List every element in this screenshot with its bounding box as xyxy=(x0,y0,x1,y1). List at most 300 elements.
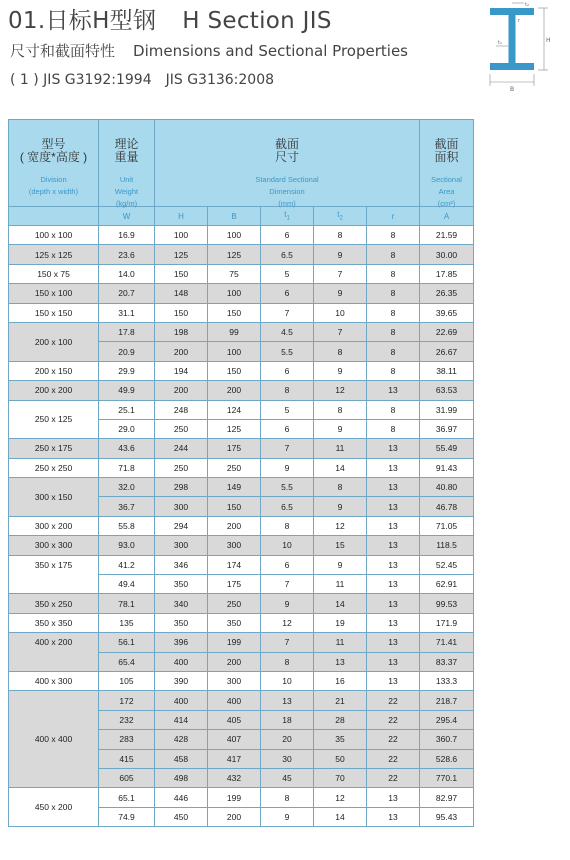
col-weight xyxy=(99,120,155,207)
value-cell: 105 xyxy=(99,671,155,690)
value-cell: 7 xyxy=(314,264,367,283)
value-cell: 13 xyxy=(367,575,420,594)
value-cell: 150 xyxy=(155,264,208,283)
value-cell: 298 xyxy=(155,478,208,497)
page-subtitle xyxy=(10,40,408,61)
value-cell: 43.6 xyxy=(99,439,155,458)
value-cell: 13 xyxy=(367,594,420,613)
value-cell: 14 xyxy=(314,594,367,613)
table-row xyxy=(9,400,474,419)
value-cell: 13 xyxy=(367,516,420,535)
value-cell: 71.41 xyxy=(420,633,474,652)
value-cell: 9 xyxy=(314,284,367,303)
value-cell: 8 xyxy=(367,245,420,264)
value-cell: 283 xyxy=(99,730,155,749)
value-cell: 200 xyxy=(208,807,261,826)
value-cell: 8 xyxy=(314,400,367,419)
value-cell: 99.53 xyxy=(420,594,474,613)
value-cell: 8 xyxy=(367,226,420,245)
value-cell: 29.9 xyxy=(99,361,155,380)
value-cell: 20.7 xyxy=(99,284,155,303)
subtitle-en: Dimensions and Sectional Properties xyxy=(133,42,408,60)
col-area xyxy=(420,120,474,207)
value-cell: 26.67 xyxy=(420,342,474,361)
value-cell: 200 xyxy=(208,381,261,400)
value-cell: 199 xyxy=(208,788,261,807)
value-cell: 15 xyxy=(314,536,367,555)
unit-h: H xyxy=(155,207,208,226)
value-cell: 49.4 xyxy=(99,575,155,594)
value-cell: 148 xyxy=(155,284,208,303)
value-cell: 8 xyxy=(367,342,420,361)
value-cell: 605 xyxy=(99,768,155,787)
value-cell: 250 xyxy=(155,419,208,438)
table-row xyxy=(9,322,474,341)
division-cell: 250 x 250 xyxy=(9,458,99,477)
value-cell: 7 xyxy=(261,439,314,458)
subtitle-cn: 尺寸和截面特性 xyxy=(10,42,116,60)
value-cell: 250 xyxy=(155,458,208,477)
table-row xyxy=(9,613,474,632)
value-cell: 400 xyxy=(155,652,208,671)
division-cell: 400 x 400 xyxy=(9,691,99,788)
value-cell: 40.80 xyxy=(420,478,474,497)
value-cell: 528.6 xyxy=(420,749,474,768)
value-cell: 346 xyxy=(155,555,208,574)
value-cell: 300 xyxy=(208,536,261,555)
col-dimension-cn1: 截面 xyxy=(275,137,300,151)
diagram-label-t1: t₁ xyxy=(498,40,502,46)
table-row xyxy=(9,245,474,264)
value-cell: 6.5 xyxy=(261,245,314,264)
value-cell: 14 xyxy=(314,458,367,477)
value-cell: 12 xyxy=(314,381,367,400)
unit-t1-base: t xyxy=(284,210,287,220)
value-cell: 175 xyxy=(208,575,261,594)
division-cell: 150 x 100 xyxy=(9,284,99,303)
division-cell: 350 x 175 xyxy=(9,555,99,594)
division-cell: 450 x 200 xyxy=(9,788,99,827)
col-area-en1: Sectional xyxy=(431,175,462,184)
division-cell: 200 x 100 xyxy=(9,322,99,361)
col-division-en2: (depth x width) xyxy=(28,187,79,196)
value-cell: 31.99 xyxy=(420,400,474,419)
table-row xyxy=(9,226,474,245)
value-cell: 5 xyxy=(261,400,314,419)
value-cell: 7 xyxy=(261,575,314,594)
division-cell: 300 x 200 xyxy=(9,516,99,535)
value-cell: 65.4 xyxy=(99,652,155,671)
value-cell: 49.9 xyxy=(99,381,155,400)
value-cell: 21 xyxy=(314,691,367,710)
value-cell: 29.0 xyxy=(99,419,155,438)
value-cell: 10 xyxy=(261,671,314,690)
unit-t1-sub: 1 xyxy=(286,215,290,222)
value-cell: 12 xyxy=(314,788,367,807)
division-cell: 400 x 200 xyxy=(9,633,99,672)
value-cell: 350 xyxy=(208,613,261,632)
units-row xyxy=(9,207,474,226)
value-cell: 10 xyxy=(314,303,367,322)
value-cell: 340 xyxy=(155,594,208,613)
value-cell: 450 xyxy=(155,807,208,826)
value-cell: 432 xyxy=(208,768,261,787)
h-section-diagram xyxy=(486,2,558,94)
value-cell: 118.5 xyxy=(420,536,474,555)
diagram-label-t2: t₂ xyxy=(525,2,529,8)
value-cell: 174 xyxy=(208,555,261,574)
value-cell: 8 xyxy=(367,322,420,341)
value-cell: 7 xyxy=(261,633,314,652)
value-cell: 5.5 xyxy=(261,342,314,361)
value-cell: 8 xyxy=(367,284,420,303)
division-cell: 350 x 250 xyxy=(9,594,99,613)
table-body xyxy=(9,226,474,827)
value-cell: 350 xyxy=(155,613,208,632)
value-cell: 9 xyxy=(314,555,367,574)
value-cell: 19 xyxy=(314,613,367,632)
value-cell: 498 xyxy=(155,768,208,787)
value-cell: 100 xyxy=(208,284,261,303)
value-cell: 6 xyxy=(261,419,314,438)
col-weight-cn2: 重量 xyxy=(114,150,139,164)
value-cell: 7 xyxy=(314,322,367,341)
value-cell: 8 xyxy=(367,400,420,419)
value-cell: 8 xyxy=(261,652,314,671)
value-cell: 428 xyxy=(155,730,208,749)
value-cell: 7 xyxy=(261,303,314,322)
value-cell: 9 xyxy=(261,594,314,613)
table-row xyxy=(9,691,474,710)
value-cell: 135 xyxy=(99,613,155,632)
value-cell: 770.1 xyxy=(420,768,474,787)
value-cell: 360.7 xyxy=(420,730,474,749)
division-cell: 300 x 150 xyxy=(9,478,99,517)
value-cell: 250 xyxy=(208,458,261,477)
value-cell: 396 xyxy=(155,633,208,652)
value-cell: 150 xyxy=(155,303,208,322)
value-cell: 56.1 xyxy=(99,633,155,652)
value-cell: 200 xyxy=(208,652,261,671)
unit-w: W xyxy=(99,207,155,226)
value-cell: 13 xyxy=(367,652,420,671)
value-cell: 11 xyxy=(314,575,367,594)
division-cell: 150 x 150 xyxy=(9,303,99,322)
value-cell: 13 xyxy=(367,536,420,555)
value-cell: 9 xyxy=(314,419,367,438)
col-area-cn1: 截面 xyxy=(434,137,459,151)
value-cell: 13 xyxy=(367,478,420,497)
value-cell: 82.97 xyxy=(420,788,474,807)
value-cell: 407 xyxy=(208,730,261,749)
diagram-label-h: H xyxy=(546,37,551,44)
value-cell: 41.2 xyxy=(99,555,155,574)
value-cell: 78.1 xyxy=(99,594,155,613)
unit-t1 xyxy=(261,207,314,226)
table-row xyxy=(9,516,474,535)
table-row xyxy=(9,381,474,400)
value-cell: 52.45 xyxy=(420,555,474,574)
col-division-cn1: 型号 xyxy=(41,137,66,151)
value-cell: 91.43 xyxy=(420,458,474,477)
value-cell: 13 xyxy=(367,381,420,400)
value-cell: 12 xyxy=(261,613,314,632)
value-cell: 13 xyxy=(367,555,420,574)
value-cell: 8 xyxy=(367,361,420,380)
value-cell: 55.49 xyxy=(420,439,474,458)
value-cell: 248 xyxy=(155,400,208,419)
value-cell: 12 xyxy=(314,516,367,535)
col-area-cn2: 面积 xyxy=(434,150,459,164)
value-cell: 200 xyxy=(155,381,208,400)
division-cell: 350 x 350 xyxy=(9,613,99,632)
value-cell: 17.85 xyxy=(420,264,474,283)
value-cell: 17.8 xyxy=(99,322,155,341)
table-row xyxy=(9,555,474,574)
value-cell: 400 xyxy=(155,691,208,710)
value-cell: 232 xyxy=(99,710,155,729)
value-cell: 30 xyxy=(261,749,314,768)
table-row xyxy=(9,594,474,613)
value-cell: 38.11 xyxy=(420,361,474,380)
value-cell: 5.5 xyxy=(261,478,314,497)
value-cell: 55.8 xyxy=(99,516,155,535)
col-division-cn2: ( 宽度*高度 ) xyxy=(19,150,88,164)
unit-t2-base: t xyxy=(337,210,340,220)
value-cell: 175 xyxy=(208,439,261,458)
value-cell: 36.7 xyxy=(99,497,155,516)
value-cell: 46.78 xyxy=(420,497,474,516)
value-cell: 350 xyxy=(155,575,208,594)
col-area-en3: (cm²) xyxy=(437,199,456,208)
table-row xyxy=(9,284,474,303)
value-cell: 13 xyxy=(367,458,420,477)
value-cell: 300 xyxy=(155,536,208,555)
value-cell: 124 xyxy=(208,400,261,419)
value-cell: 9 xyxy=(314,497,367,516)
division-cell: 400 x 300 xyxy=(9,671,99,690)
value-cell: 22 xyxy=(367,768,420,787)
value-cell: 13 xyxy=(314,652,367,671)
value-cell: 100 xyxy=(208,342,261,361)
value-cell: 14 xyxy=(314,807,367,826)
value-cell: 65.1 xyxy=(99,788,155,807)
unit-a: A xyxy=(420,207,474,226)
value-cell: 30.00 xyxy=(420,245,474,264)
page-title xyxy=(8,2,332,35)
col-area-en2: Area xyxy=(438,187,455,196)
value-cell: 9 xyxy=(314,245,367,264)
value-cell: 11 xyxy=(314,633,367,652)
division-cell: 300 x 300 xyxy=(9,536,99,555)
diagram-label-b: B xyxy=(510,86,515,93)
table-row xyxy=(9,788,474,807)
value-cell: 10 xyxy=(261,536,314,555)
value-cell: 35 xyxy=(314,730,367,749)
unit-division xyxy=(9,207,99,226)
value-cell: 13 xyxy=(367,671,420,690)
value-cell: 18 xyxy=(261,710,314,729)
value-cell: 295.4 xyxy=(420,710,474,729)
value-cell: 70 xyxy=(314,768,367,787)
value-cell: 400 xyxy=(208,691,261,710)
header-row xyxy=(9,120,474,207)
standard-2: JIS G3136:2008 xyxy=(165,72,275,88)
value-cell: 71.8 xyxy=(99,458,155,477)
table-row xyxy=(9,478,474,497)
standard-1: ( 1 ) JIS G3192:1994 xyxy=(10,72,152,88)
value-cell: 8 xyxy=(314,226,367,245)
value-cell: 45 xyxy=(261,768,314,787)
value-cell: 11 xyxy=(314,439,367,458)
value-cell: 172 xyxy=(99,691,155,710)
value-cell: 13 xyxy=(367,439,420,458)
value-cell: 200 xyxy=(155,342,208,361)
value-cell: 9 xyxy=(261,458,314,477)
division-cell: 250 x 125 xyxy=(9,400,99,439)
value-cell: 6.5 xyxy=(261,497,314,516)
value-cell: 28 xyxy=(314,710,367,729)
col-dimension-en2: Dimension xyxy=(269,187,305,196)
value-cell: 5 xyxy=(261,264,314,283)
value-cell: 20 xyxy=(261,730,314,749)
col-dimension-en3: (mm) xyxy=(278,199,296,208)
value-cell: 13 xyxy=(367,613,420,632)
standard-label xyxy=(10,72,274,88)
value-cell: 13 xyxy=(367,497,420,516)
value-cell: 244 xyxy=(155,439,208,458)
value-cell: 22 xyxy=(367,710,420,729)
value-cell: 22.69 xyxy=(420,322,474,341)
value-cell: 21.59 xyxy=(420,226,474,245)
table-row xyxy=(9,671,474,690)
value-cell: 8 xyxy=(367,419,420,438)
col-division-en1: Division xyxy=(40,175,67,184)
value-cell: 14.0 xyxy=(99,264,155,283)
value-cell: 23.6 xyxy=(99,245,155,264)
value-cell: 171.9 xyxy=(420,613,474,632)
unit-t2-sub: 2 xyxy=(339,215,343,222)
value-cell: 22 xyxy=(367,730,420,749)
col-dimension-en1: Standard Sectional xyxy=(255,175,319,184)
value-cell: 414 xyxy=(155,710,208,729)
value-cell: 95.43 xyxy=(420,807,474,826)
value-cell: 198 xyxy=(155,322,208,341)
unit-r: r xyxy=(367,207,420,226)
value-cell: 218.7 xyxy=(420,691,474,710)
value-cell: 125 xyxy=(208,419,261,438)
value-cell: 150 xyxy=(208,361,261,380)
col-weight-cn1: 理论 xyxy=(114,137,139,151)
unit-t2 xyxy=(314,207,367,226)
value-cell: 8 xyxy=(314,478,367,497)
value-cell: 26.35 xyxy=(420,284,474,303)
value-cell: 13 xyxy=(261,691,314,710)
value-cell: 294 xyxy=(155,516,208,535)
value-cell: 16 xyxy=(314,671,367,690)
value-cell: 200 xyxy=(208,516,261,535)
h-beam-shape xyxy=(490,8,534,70)
value-cell: 133.3 xyxy=(420,671,474,690)
value-cell: 194 xyxy=(155,361,208,380)
title-cn: 01.日标H型钢 xyxy=(8,8,157,34)
col-division xyxy=(9,120,99,207)
value-cell: 22 xyxy=(367,749,420,768)
value-cell: 50 xyxy=(314,749,367,768)
value-cell: 4.5 xyxy=(261,322,314,341)
value-cell: 6 xyxy=(261,284,314,303)
value-cell: 99 xyxy=(208,322,261,341)
value-cell: 199 xyxy=(208,633,261,652)
table-row xyxy=(9,458,474,477)
value-cell: 390 xyxy=(155,671,208,690)
value-cell: 8 xyxy=(261,516,314,535)
value-cell: 415 xyxy=(99,749,155,768)
unit-b: B xyxy=(208,207,261,226)
value-cell: 83.37 xyxy=(420,652,474,671)
value-cell: 22 xyxy=(367,691,420,710)
col-weight-en3: (kg/m) xyxy=(115,199,138,208)
value-cell: 71.05 xyxy=(420,516,474,535)
value-cell: 150 xyxy=(208,303,261,322)
value-cell: 300 xyxy=(208,671,261,690)
diagram-label-r: r xyxy=(518,18,521,24)
value-cell: 9 xyxy=(314,361,367,380)
division-cell: 200 x 150 xyxy=(9,361,99,380)
col-dimension xyxy=(155,120,420,207)
value-cell: 6 xyxy=(261,226,314,245)
value-cell: 32.0 xyxy=(99,478,155,497)
value-cell: 13 xyxy=(367,807,420,826)
dimensions-table xyxy=(8,119,474,827)
value-cell: 100 xyxy=(208,226,261,245)
value-cell: 9 xyxy=(261,807,314,826)
value-cell: 74.9 xyxy=(99,807,155,826)
value-cell: 150 xyxy=(208,497,261,516)
col-weight-en1: Unit xyxy=(119,175,134,184)
title-en: H Section JIS xyxy=(182,8,332,34)
table-row xyxy=(9,439,474,458)
value-cell: 100 xyxy=(155,226,208,245)
value-cell: 16.9 xyxy=(99,226,155,245)
value-cell: 8 xyxy=(261,381,314,400)
col-weight-en2: Weight xyxy=(114,187,139,196)
value-cell: 8 xyxy=(261,788,314,807)
value-cell: 20.9 xyxy=(99,342,155,361)
table-row xyxy=(9,536,474,555)
value-cell: 8 xyxy=(314,342,367,361)
col-dimension-cn2: 尺寸 xyxy=(275,150,300,164)
value-cell: 62.91 xyxy=(420,575,474,594)
value-cell: 25.1 xyxy=(99,400,155,419)
value-cell: 6 xyxy=(261,555,314,574)
value-cell: 13 xyxy=(367,633,420,652)
value-cell: 75 xyxy=(208,264,261,283)
value-cell: 446 xyxy=(155,788,208,807)
value-cell: 36.97 xyxy=(420,419,474,438)
table-row xyxy=(9,633,474,652)
division-cell: 100 x 100 xyxy=(9,226,99,245)
table-row xyxy=(9,303,474,322)
value-cell: 300 xyxy=(155,497,208,516)
value-cell: 458 xyxy=(155,749,208,768)
division-cell: 250 x 175 xyxy=(9,439,99,458)
value-cell: 125 xyxy=(155,245,208,264)
division-cell: 150 x 75 xyxy=(9,264,99,283)
value-cell: 31.1 xyxy=(99,303,155,322)
value-cell: 6 xyxy=(261,361,314,380)
value-cell: 250 xyxy=(208,594,261,613)
